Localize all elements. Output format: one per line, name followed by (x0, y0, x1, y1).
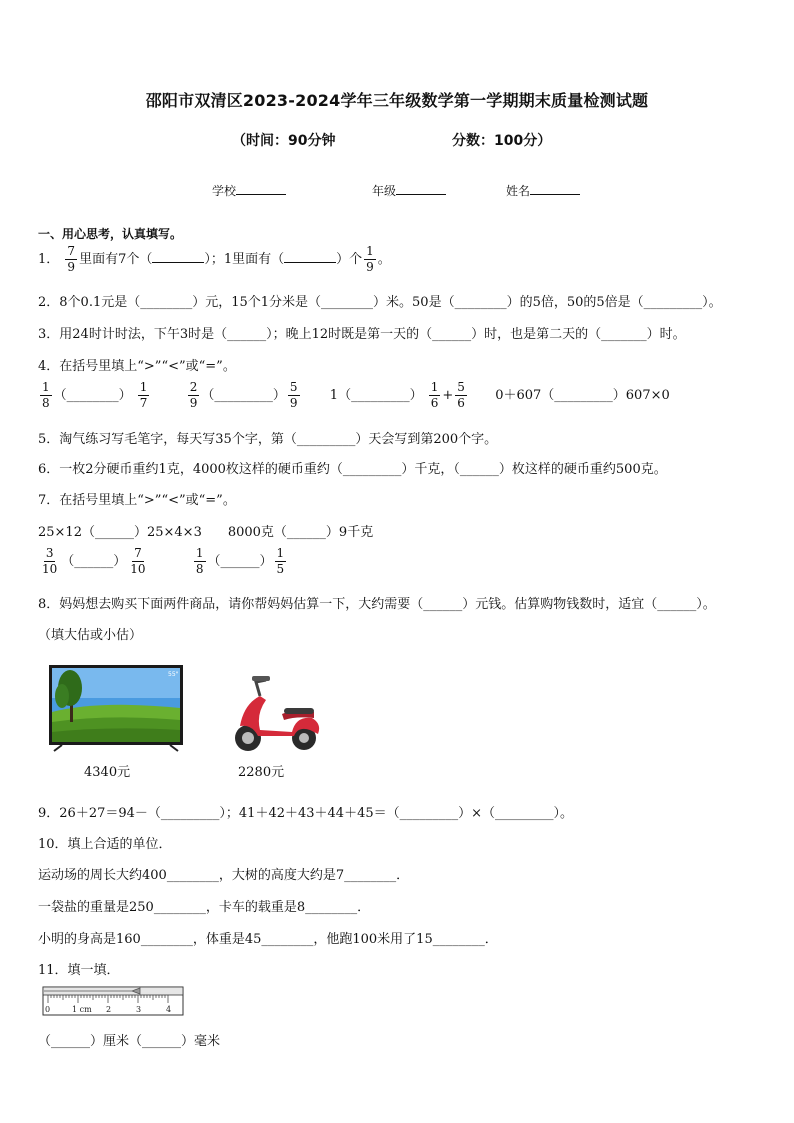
question-7-row1: 25×12（______）25×4×3 8000克（______）9千克 (38, 525, 374, 540)
time-label: （时间：90分钟 (232, 133, 336, 149)
question-11-answer: （______）厘米（______）毫米 (38, 1034, 221, 1049)
ruler-icon (40, 983, 186, 1019)
school-field[interactable]: 学校 (212, 182, 286, 199)
answer-blank[interactable]: （_________） (338, 388, 423, 403)
ruler-label: 3 (136, 1005, 142, 1014)
tv-price: 4340元 (84, 765, 131, 780)
answer-blank[interactable] (152, 250, 204, 263)
ruler-label: 4 (166, 1005, 172, 1014)
fraction: $\frac{1}{9}$ (366, 244, 374, 274)
question-9: 9．26＋27＝94－（_________）；41＋42＋43＋44＋45＝（_________）×（_________）。 (38, 806, 573, 821)
question-10-line1: 运动场的周长大约400________，大树的高度大约是7________． (38, 868, 410, 883)
answer-blank[interactable]: （______） (207, 554, 273, 569)
answer-blank[interactable]: （________） (53, 388, 132, 403)
svg-text:55": 55" (168, 671, 179, 678)
ruler-label: 2 (106, 1005, 112, 1014)
ruler-label: 1 cm (72, 1005, 92, 1014)
question-11-title: 11．填一填． (38, 963, 120, 978)
scooter-icon (226, 674, 324, 756)
question-7-row2: $\frac{3}{10}$ （______） $\frac{7}{10}$ $\frac{1}{8}$ （______） $\frac{1}{5}$ (42, 546, 285, 576)
section-heading: 一、用心思考，认真填写。 (38, 227, 183, 241)
answer-blank[interactable]: （______） (61, 554, 127, 569)
question-3: 3．用24时计时法，下午3时是（______）；晚上12时既是第一天的（______）时，也是第二天的（_______）时。 (38, 327, 686, 342)
question-4-title: 4．在括号里填上“>”“<”或“=”。 (38, 359, 236, 374)
question-7-title: 7．在括号里填上“>”“<”或“=”。 (38, 493, 236, 508)
page-title: 邵阳市双清区2023-2024学年三年级数学第一学期期末质量检测试题 (145, 91, 649, 110)
question-8-note: （填大估或小估） (38, 628, 143, 643)
grade-field[interactable]: 年级 (372, 182, 446, 199)
ruler-label: 0 (45, 1005, 51, 1014)
scooter-price: 2280元 (238, 765, 285, 780)
answer-blank[interactable] (284, 250, 336, 263)
score-label: 分数：100分） (452, 133, 552, 149)
question-5: 5．淘气练习写毛笔字，每天写35个字，第（_________）天会写到第200个字。 (38, 432, 498, 447)
question-10-line3: 小明的身高是160________，体重是45________，他跑100米用了15________． (38, 932, 498, 947)
question-8: 8．妈妈想去购买下面两件商品，请你帮妈妈估算一下，大约需要（______）元钱。估算购物钱数时，适宜（______）。 (38, 597, 716, 612)
question-1: 1． $\frac{7}{9}$ 里面有7个（ ）；1里面有（ ）个 $\frac{1}{9}$ 。 (38, 244, 391, 274)
question-6: 6．一枚2分硬币重约1克，4000枚这样的硬币重约（_________）千克，（______）枚这样的硬币重约500克。 (38, 462, 667, 477)
answer-blank[interactable]: （_________） (201, 388, 286, 403)
question-10-line2: 一袋盐的重量是250________，卡车的载重是8________． (38, 900, 371, 915)
tv-icon (40, 660, 192, 756)
name-field[interactable]: 姓名 (506, 182, 580, 199)
fraction: $\frac{7}{9}$ (67, 244, 76, 274)
question-2: 2．8个0.1元是（________）元，15个1分米是（________）米。50是（________）的5倍，50的5倍是（_________）。 (38, 295, 722, 310)
question-10-title: 10．填上合适的单位． (38, 837, 172, 852)
question-4-items: $\frac{1}{8}$ （________） $\frac{1}{7}$ $\frac{2}{9}$ （_________） $\frac{5}{9}$ 1（_________） $\frac{1}{6}$ + $\frac{5}{6}$ 0＋607（_________）607×0 (42, 380, 670, 410)
